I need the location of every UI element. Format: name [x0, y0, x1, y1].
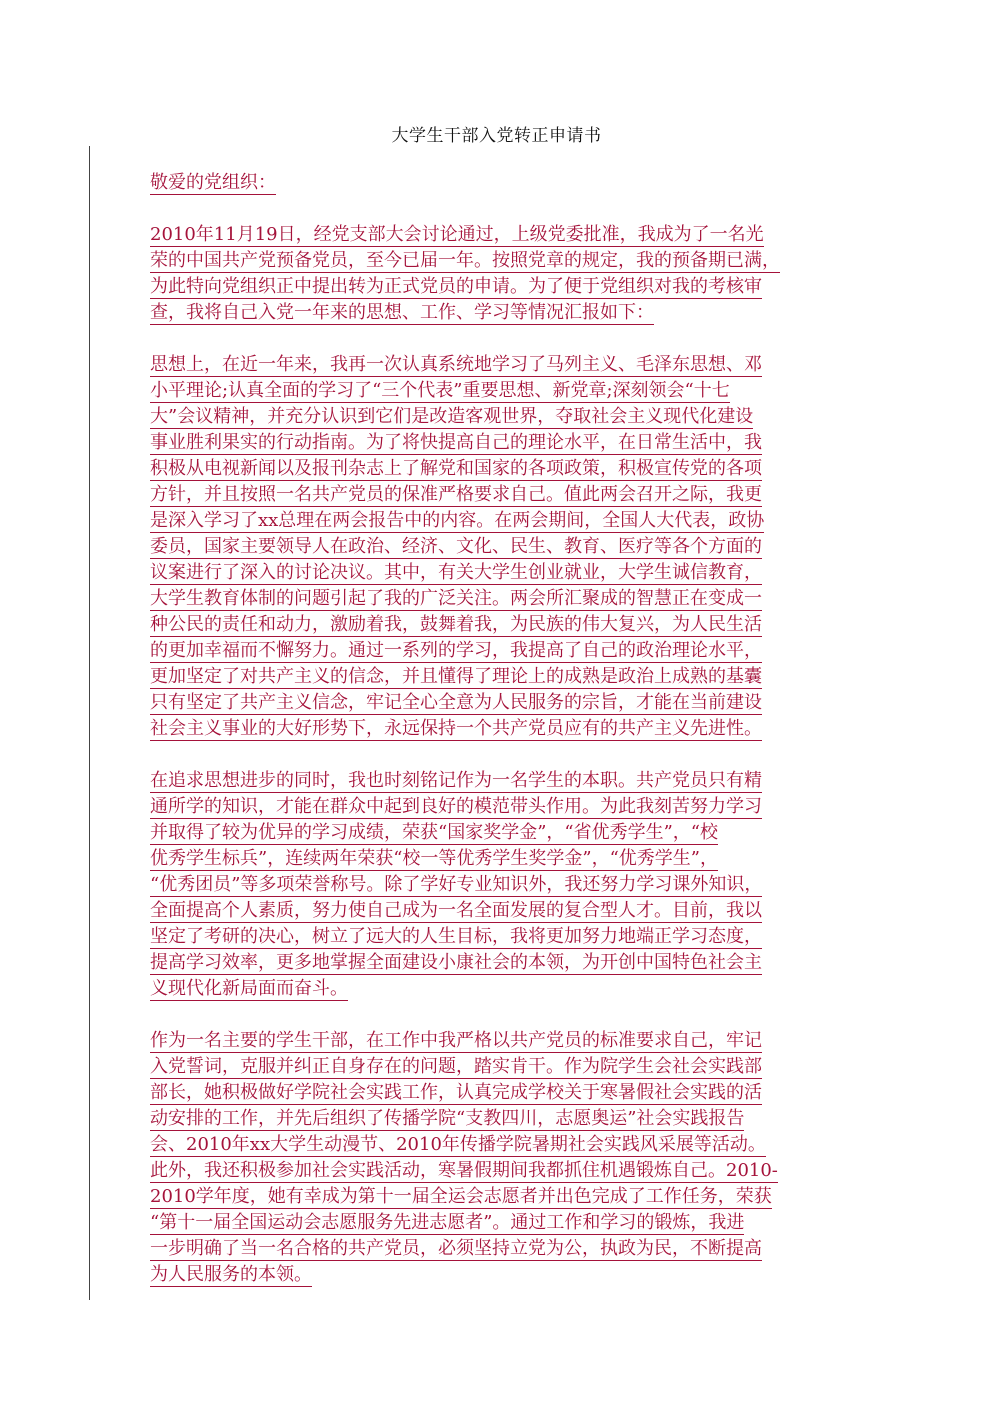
text-line: 提高学习效率，更多地掌握全面建设小康社会的本领，为开创中国特色社会主: [150, 952, 762, 973]
text-line: 一步明确了当一名合格的共产党员，必须坚持立党为公，执政为民，不断提高: [150, 1238, 762, 1259]
text-line: 坚定了考研的决心，树立了远大的人生目标，我将更加努力地端正学习态度，: [150, 926, 762, 947]
text-line: 大学生教育体制的问题引起了我的广泛关注。两会所汇聚成的智慧正在变成一: [150, 588, 762, 609]
text-line: 思想上，在近一年来，我再一次认真系统地学习了马列主义、毛泽东思想、邓: [150, 354, 762, 375]
text-line: 并取得了较为优异的学习成绩，荣获“国家奖学金”，“省优秀学生”，“校: [150, 822, 719, 843]
text-line: 为此特向党组织正中提出转为正式党员的申请。为了便于党组织对我的考核审: [150, 276, 762, 297]
paragraph-2: [150, 352, 850, 742]
text-line: 大”会议精神，并充分认识到它们是改造客观世界，夺取社会主义现代化建设: [150, 406, 754, 427]
text-line: 动安排的工作，并先后组织了传播学院“支教四川，志愿奥运”社会实践报告: [150, 1108, 745, 1129]
text-line: 全面提高个人素质，努力使自己成为一名全面发展的复合型人才。目前，我以: [150, 900, 762, 921]
text-line: 方针，并且按照一名共产党员的保准严格要求自己。值此两会召开之际，我更: [150, 484, 762, 505]
revision-change-bar: [89, 146, 90, 1300]
text-line: 查，我将自己入党一年来的思想、工作、学习等情况汇报如下：: [150, 302, 654, 323]
text-line: 优秀学生标兵”，连续两年荣获“校一等优秀学生奖学金”，“优秀学生”，: [150, 848, 719, 869]
text-line: 是深入学习了xx总理在两会报告中的内容。在两会期间，全国人大代表，政协: [150, 510, 765, 531]
text-line: 只有坚定了共产主义信念，牢记全心全意为人民服务的宗旨，才能在当前建设: [150, 692, 762, 713]
text-line: 入党誓词，克服并纠正自身存在的问题，踏实肯干。作为院学生会社会实践部: [150, 1056, 762, 1077]
text-line: 荣的中国共产党预备党员，至今已届一年。按照党章的规定，我的预备期已满，: [150, 250, 780, 271]
text-line: 作为一名主要的学生干部，在工作中我严格以共产党员的标准要求自己，牢记: [150, 1030, 762, 1051]
text-line: 会、2010年xx大学生动漫节、2010年传播学院暑期社会实践风采展等活动。: [150, 1134, 766, 1155]
text-line: 2010学年度，她有幸成为第十一届全运会志愿者并出色完成了工作任务，荣获: [150, 1186, 772, 1207]
text-line: 更加坚定了对共产主义的信念，并且懂得了理论上的成熟是政治上成熟的基囊: [150, 666, 762, 687]
text-line: 社会主义事业的大好形势下，永远保持一个共产党员应有的共产主义先进性。: [150, 718, 762, 739]
text-line: “优秀团员”等多项荣誉称号。除了学好专业知识外，我还努力学习课外知识，: [150, 874, 763, 895]
text-line: 小平理论;认真全面的学习了“三个代表”重要思想、新党章;深刻领会“十七: [150, 380, 730, 401]
paragraph-3: [150, 768, 850, 1002]
text-line: 事业胜利果实的行动指南。为了将快提高自己的理论水平，在日常生活中，我: [150, 432, 762, 453]
text-line: 委员，国家主要领导人在政治、经济、文化、民生、教育、医疗等各个方面的: [150, 536, 762, 557]
text-line: 通所学的知识，才能在群众中起到良好的模范带头作用。为此我刻苦努力学习: [150, 796, 762, 817]
text-line: 在追求思想进步的同时，我也时刻铭记作为一名学生的本职。共产党员只有精: [150, 770, 762, 791]
text-line: 积极从电视新闻以及报刊杂志上了解党和国家的各项政策，积极宣传党的各项: [150, 458, 762, 479]
text-line: 为人民服务的本领。: [150, 1264, 312, 1285]
paragraph-1: [150, 222, 850, 326]
text-line: 议案进行了深入的讨论决议。其中，有关大学生创业就业，大学生诚信教育，: [150, 562, 762, 583]
text-line: “第十一届全国运动会志愿服务先进志愿者”。通过工作和学习的锻炼，我进: [150, 1212, 745, 1233]
paragraph-4: [150, 1028, 850, 1288]
document-title: 大学生干部入党转正申请书: [391, 126, 602, 146]
document-body: [150, 170, 850, 1288]
salutation-line: [150, 170, 850, 196]
text-line: 部长，她积极做好学院社会实践工作，认真完成学校关于寒暑假社会实践的活: [150, 1082, 762, 1103]
text-line: 的更加幸福而不懈努力。通过一系列的学习，我提高了自己的政治理论水平，: [150, 640, 762, 661]
text-line: 此外，我还积极参加社会实践活动，寒暑假期间我都抓住机遇锻炼自己。2010-: [150, 1160, 778, 1181]
text-line: 义现代化新局面而奋斗。: [150, 978, 348, 999]
text-line: 2010年11月19日，经党支部大会讨论通过，上级党委批准，我成为了一名光: [150, 224, 764, 245]
salutation: 敬爱的党组织：: [150, 172, 276, 193]
text-line: 种公民的责任和动力，激励着我，鼓舞着我，为民族的伟大复兴，为人民生活: [150, 614, 762, 635]
